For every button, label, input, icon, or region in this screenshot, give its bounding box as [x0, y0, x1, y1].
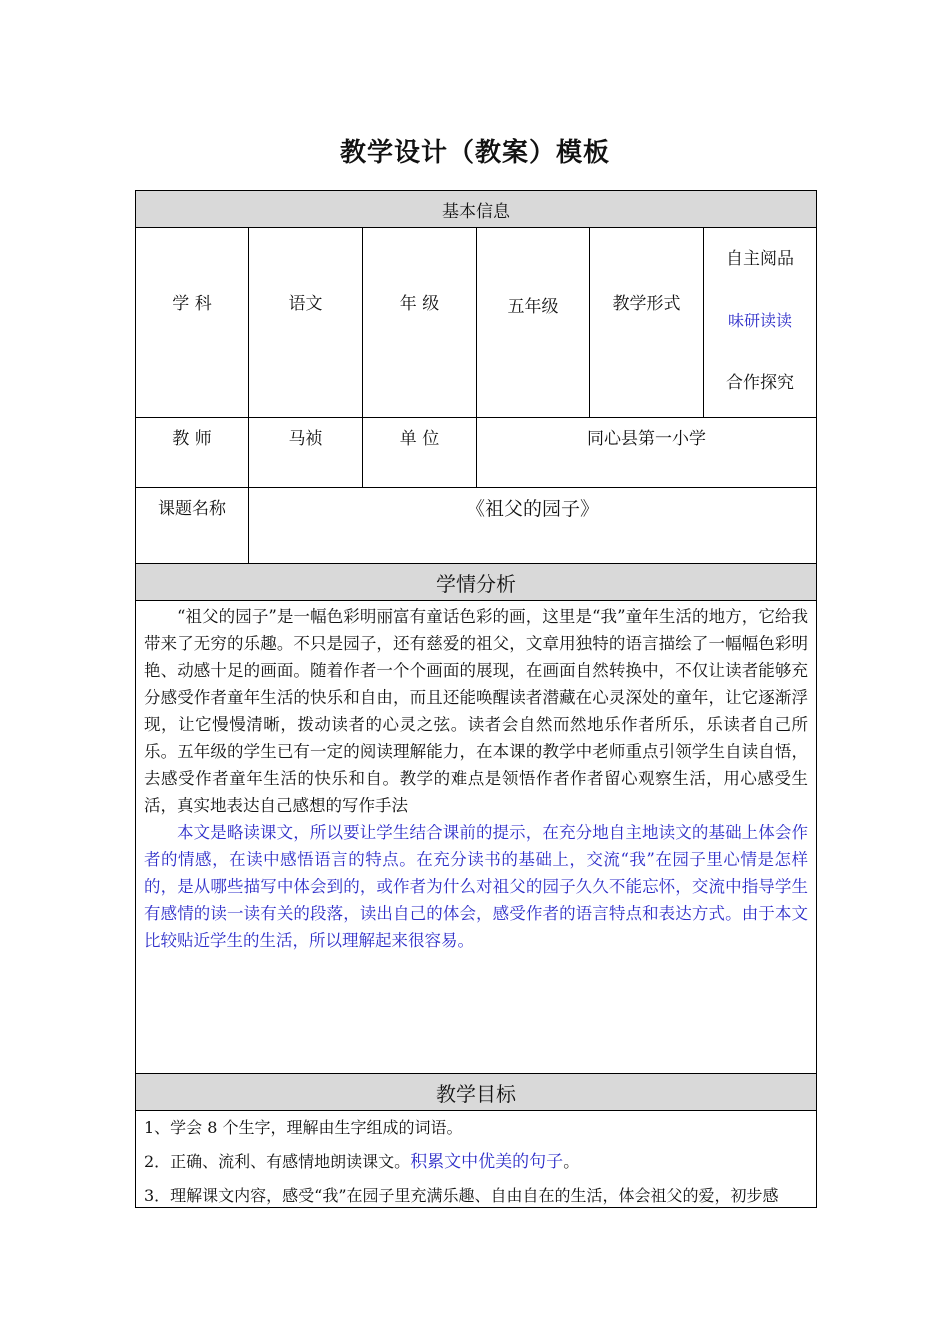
goal-item-3: 3．理解课文内容，感受“我”在园子里充满乐趣、自由自在的生活，体会祖父的爱，初步感: [144, 1186, 779, 1205]
teaching-form-label: 教学形式: [590, 228, 704, 418]
teacher-value: 马祯: [249, 418, 363, 488]
page-title: 教学设计（教案）模板: [339, 138, 610, 168]
unit-value: 同心县第一小学: [477, 418, 817, 488]
grade-value: 五年级: [477, 228, 590, 418]
analysis-header: 学情分析: [136, 564, 817, 601]
goals-body: [136, 1111, 817, 1208]
teaching-form-value-3: 合作探究: [726, 372, 794, 393]
analysis-paragraph-1: “祖父的园子”是一幅色彩明丽富有童话色彩的画，这里是“我”童年生活的地方，它给我带来了无穷的乐趣。不只是园子，还有慈爱的祖父，文章用独特的语言描绘了一幅幅色彩明艳、动感十足的画面。随着作者一个个画面的展现，在画面自然转换中，不仅让读者能够充分感受作者童年生活的快乐和自由，而且还能唤醒读者潜藏在心灵深处的童年，让它逐渐浮现，让它慢慢清晰，拨动读者的心灵之弦。读者会自然而然地乐作者所乐，乐读者自己所乐。五年级的学生已有一定的阅读理解能力，在本课的教学中老师重点引领学生自读自悟，去感受作者童年生活的快乐和自。教学的难点是领悟作者作者留心观察生活，用心感受生活，真实地表达自己感想的写作手法: [144, 607, 808, 815]
teaching-form-value-1: 自主阅品: [726, 248, 794, 269]
goal-item-2-highlight: 积累文中优美的句子: [410, 1152, 564, 1172]
goal-item-1: 1、学会 8 个生字，理解由生字组成的词语。: [144, 1118, 463, 1137]
goal-item-2: [144, 1151, 808, 1173]
teaching-form-value-2: 味研读读: [727, 311, 792, 330]
subject-value: 语文: [249, 228, 363, 418]
basic-info-header: 基本信息: [136, 191, 817, 228]
goals-header: 教学目标: [136, 1074, 817, 1111]
lesson-label: 课题名称: [136, 488, 249, 564]
goal-item-2-end: 。: [563, 1152, 580, 1171]
goal-item-2-text: 2．正确、流利、有感情地朗读课文。: [144, 1152, 411, 1171]
grade-label: 年 级: [363, 228, 477, 418]
analysis-body: [136, 601, 817, 1074]
lesson-value: 《祖父的园子》: [249, 488, 817, 564]
analysis-paragraph-2: 本文是略读课文，所以要让学生结合课前的提示，在充分地自主地读文的基础上体会作者的情感，在读中感悟语言的特点。在充分读书的基础上，交流“我”在园子里心情是怎样的，是从哪些描写中体会到的，或作者为什么对祖父的园子久久不能忘怀，交流中指导学生有感情的读一读有关的段落，读出自己的体会，感受作者的语言特点和表达方式。由于本文比较贴近学生的生活，所以理解起来很容易。: [144, 823, 808, 950]
lesson-plan-table: [135, 190, 817, 1208]
subject-label: 学 科: [136, 228, 249, 418]
teacher-label: 教 师: [136, 418, 249, 488]
unit-label: 单 位: [363, 418, 477, 488]
teaching-form-values: [704, 228, 817, 418]
